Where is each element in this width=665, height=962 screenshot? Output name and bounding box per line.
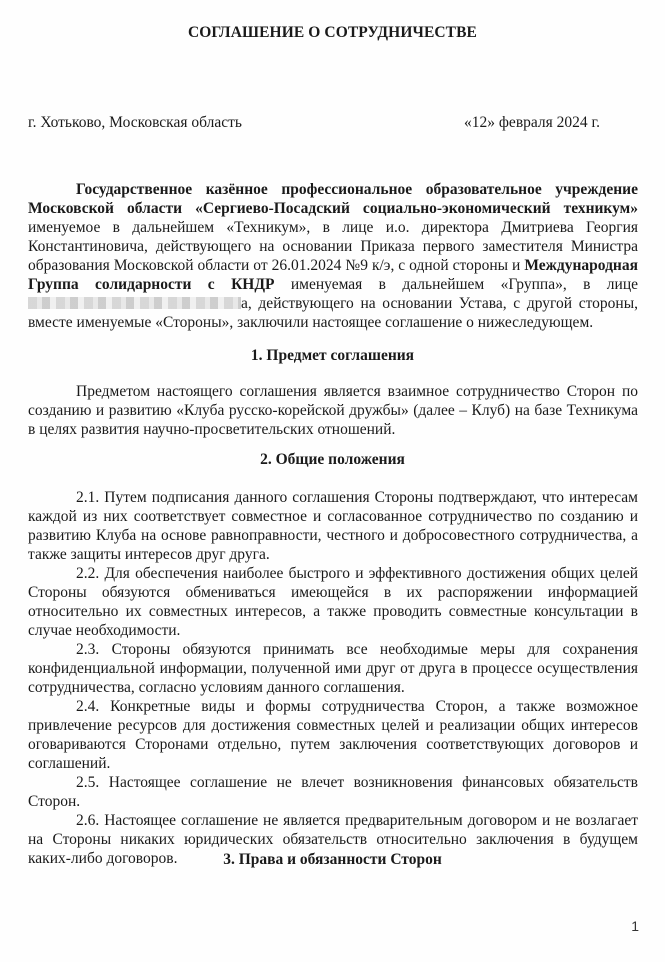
clause-2-6: 2.6. Настоящее соглашение не является предварительным договором и не возлагает на Стороны никаких юридических обязательств относительно заключения в будущем каких-либо договоров. xyxy=(28,812,638,867)
section-2-title: 2. Общие положения xyxy=(260,451,405,468)
document-place: г. Хотьково, Московская область xyxy=(28,114,242,131)
party1-name: Государственное казённое профессиональное образовательное учреждение Московской области «Сергиево-Посадский социально-экономический техникум» xyxy=(28,181,638,217)
section-1-title: 1. Предмет соглашения xyxy=(250,347,415,364)
clause-2-4: 2.4. Конкретные виды и формы сотрудничества Сторон, а также возможное привлечение ресурсов для достижения совместных целей и реализации общих интересов оговариваются Сторонами отдельно, путем заключения соответствующих договоров и соглашений. xyxy=(28,698,638,772)
redacted-name xyxy=(28,297,241,309)
section-1-paragraph: Предметом настоящего соглашения является взаимное сотрудничество Сторон по созданию и развитию «Клуба русско-корейской дружбы» (далее – Клуб) на базе Техникума в целях развития научно-просветительских отношений. xyxy=(28,383,638,438)
clause-2-1: 2.1. Путем подписания данного соглашения Стороны подтверждают, что интересам каждой из них соответствует совместное и согласованное сотрудничество по созданию и развитию Клуба на основе равноправности, честного и добросовестного сотрудничества, а также защиты интересов друг друга. xyxy=(28,489,638,563)
party2-details-b: а, действующего на основании Устава, с другой стороны, вместе именуемые «Стороны», заключили настоящее соглашение о нижеследующем. xyxy=(28,295,638,331)
party2-name: Международная Группа солидарности с КНДР xyxy=(28,257,638,293)
section-3-title: 3. Права и обязанности Сторон xyxy=(223,851,442,868)
clause-2-5: 2.5. Настоящее соглашение не влечет возникновения финансовых обязательств Сторон. xyxy=(28,774,638,810)
party1-details: именуемое в дальнейшем «Техникум», в лице и.о. директора Дмитриева Георгия Константиновича, действующего на основании Приказа первого заместителя Министра образования Московской области от 26.01.2024 №9 к/э, с одной стороны и xyxy=(28,219,638,274)
document-date: «12» февраля 2024 г. xyxy=(464,114,600,131)
page-number: 1 xyxy=(631,918,639,934)
section-2-body xyxy=(28,488,638,868)
clause-2-3: 2.3. Стороны обязуются принимать все необходимые меры для сохранения конфиденциальной информации, полученной ими друг от друга в процессе осуществления сотрудничества, согласно условиям данного соглашения. xyxy=(28,641,638,696)
intro-paragraph xyxy=(28,180,638,332)
document-title: СОГЛАШЕНИЕ О СОТРУДНИЧЕСТВЕ xyxy=(187,24,477,41)
party2-details-a: именуемая в дальнейшем «Группа», в лице xyxy=(274,276,638,293)
clause-2-2: 2.2. Для обеспечения наиболее быстрого и эффективного достижения общих целей Стороны обязуются обмениваться имеющейся в их распоряжении информацией относительно их совместных интересов, а также проводить совместные консультации в случае необходимости. xyxy=(28,565,638,639)
